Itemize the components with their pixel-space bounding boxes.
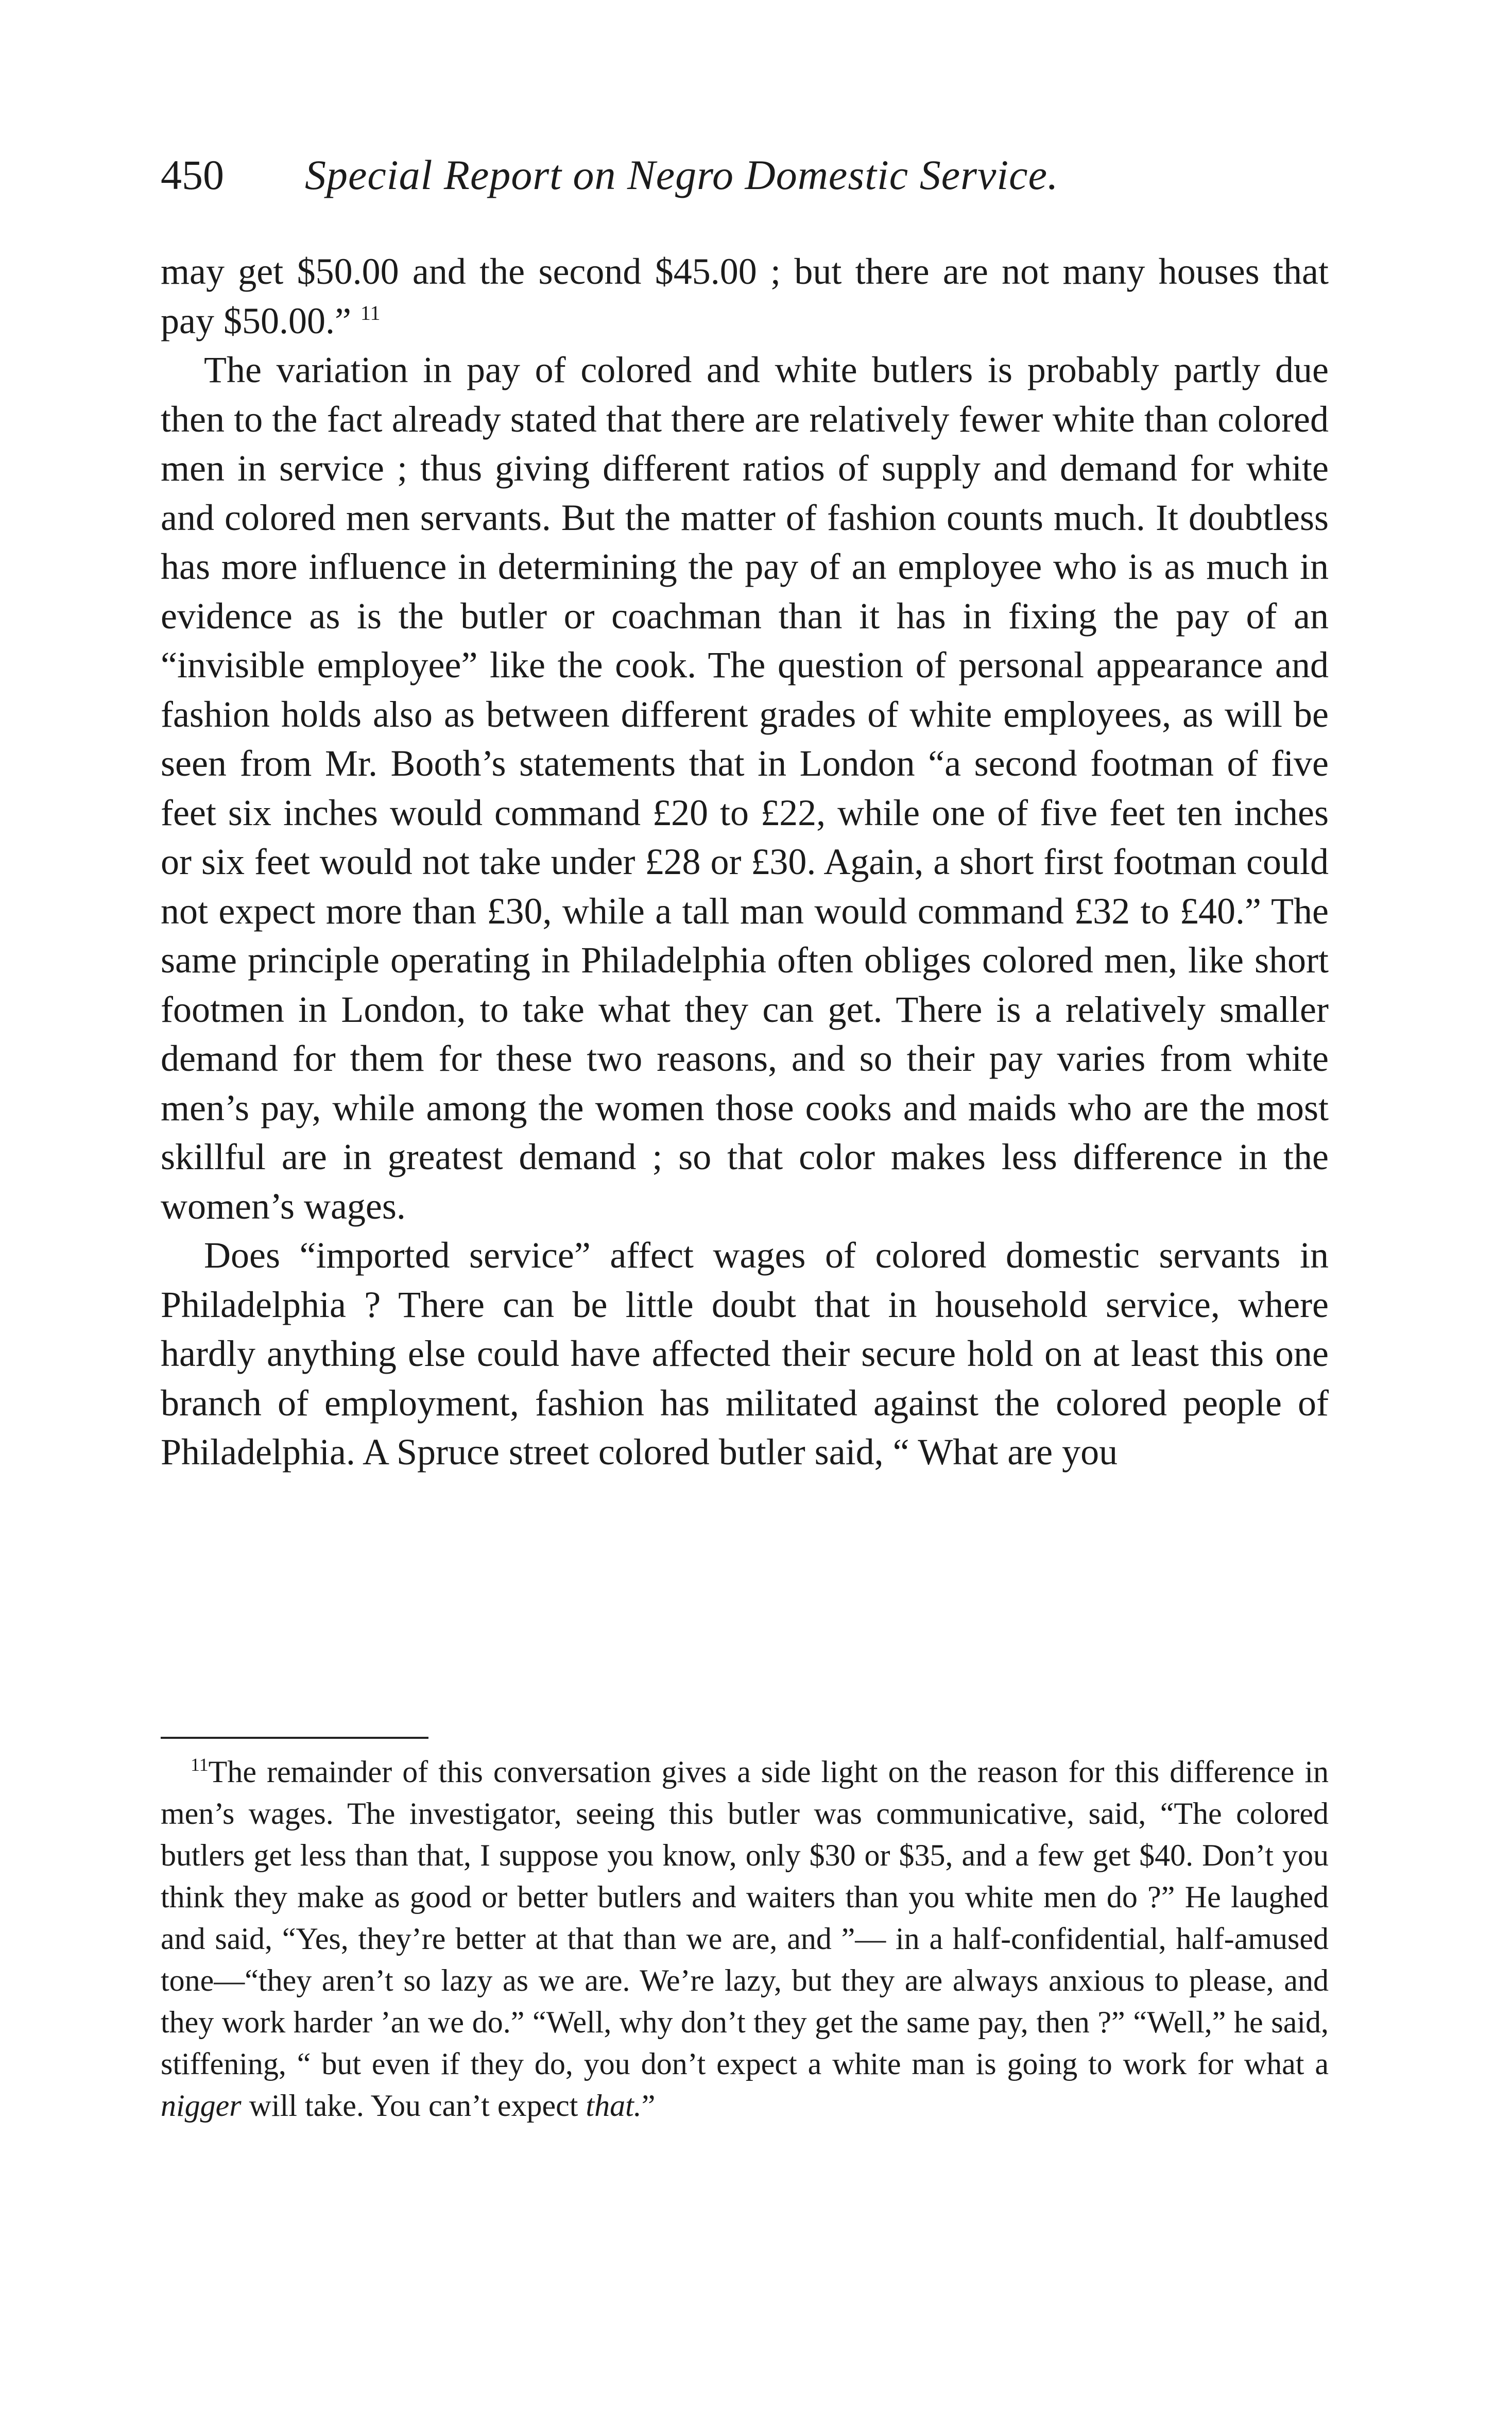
footnote-italic-word: nigger [161,2089,242,2123]
footnote-text-after: ” [641,2089,656,2123]
page-header [161,149,1355,201]
footnote-mark: 11 [191,1754,209,1775]
footnote-text-before: The remainder of this conversation gives a side light on the reason for this difference in men’s wages. The investigator, seeing this butler was communicative, said, “The colored butlers get less than that, I suppose you know, only $30 or $35, and a few get $40. Don’t you think they make as good or better butlers and waiters than you white men do ?” He laughed and said, “Yes, they’re better at that than we are, and ”— in a half-confidential, half-amused tone—“they aren’t so lazy as we are. We’re lazy, but they are always anxious to please, and they work harder ’an we do.” “Well, why don’t they get the same pay, then ?” “Well,” he said, stiffening, “ but even if they do, you don’t expect a white man is going to work for what a [161,1755,1329,2081]
paragraph-1-text: may get $50.00 and the second $45.00 ; but there are not many houses that pay $50.00.” [161,251,1329,341]
paragraph-1 [161,247,1329,346]
paragraph-3: Does “imported service” affect wages of colored domestic servants in Philadelphia ? There can be little doubt that in household service, where hardly anything else could have affected their secure hold on at least this one branch of employment, fashion has militated against the colored people of Philadelphia. A Spruce street colored butler said, “ What are you [161,1235,1329,1473]
page-number: 450 [161,151,224,198]
running-title: Special Report on Negro Domestic Service. [305,151,1059,198]
footnote [161,1751,1329,2127]
footnote-reference: 11 [360,301,381,324]
footnote-text-middle: will take. You can’t expect [241,2089,586,2123]
paragraph-2: The variation in pay of colored and white butlers is probably partly due then to the fact already stated that there are relatively fewer white than colored men in service ; thus giving different ratios of supply and demand for white and colored men servants. But the matter of fashion counts much. It doubtless has more influence in determining the pay of an employee who is as much in evidence as is the butler or coachman than it has in fixing the pay of an “invisible employee” like the cook. The question of personal appearance and fashion holds also as between different grades of white employees, as will be seen from Mr. Booth’s statements that in London “a second footman of five feet six inches would command £20 to £22, while one of five feet ten inches or six feet would not take under £28 or £30. Again, a short first footman could not expect more than £30, while a tall man would command £32 to £40.” The same principle operating in Philadelphia often obliges colored men, like short footmen in London, to take what they can get. There is a relatively smaller demand for them for these two reasons, and so their pay varies from white men’s pay, while among the women those cooks and maids who are the most skillful are in greatest demand ; so that color makes less difference in the women’s wages. [161,349,1329,1227]
footnote-italic-end: that. [586,2089,642,2123]
body-text [161,247,1329,1477]
footnote-divider [161,1737,428,1739]
